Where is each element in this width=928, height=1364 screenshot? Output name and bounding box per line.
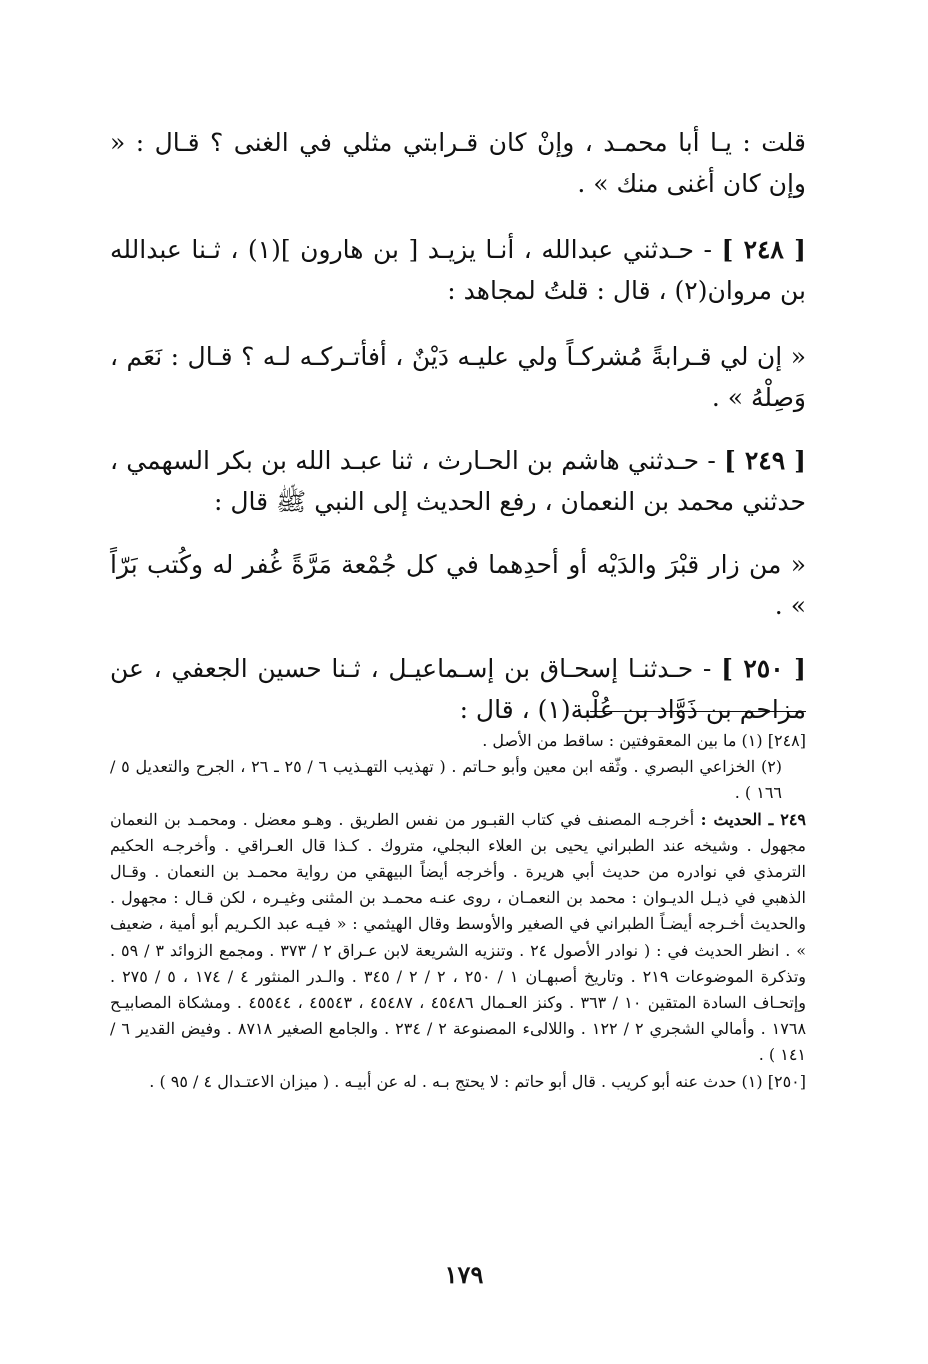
main-text: [110, 122, 806, 755]
paragraph-question: قلت : يـا أبا محمـد ، وإنْ كان قـرابتي مثلي في الغنى ؟ قـال : « وإن كان أغنى منك » .: [110, 128, 806, 198]
footnote: [٢٤٨] (١) ما بين المعقوفتين : ساقط من الأصل .: [482, 731, 806, 750]
footnotes: [110, 728, 806, 1095]
footnote-text: أخرجـه المصنف في كتاب القبـور من نفس الطريق . وهـو معضل . ومحمـد بن النعمان مجهول . وشيخه عند الطبراني يحيى بن العلاء البجلي، متروك . كـذا قال العـراقي . وأخرجـه الحكيم الترمذي في نوادره من حديث أبي هريرة . وأخرجه أيضاً البيهقي من رواية محمـد بن النعمان . وقـال الذهبي في ذيـل الديـوان : محمد بن النعمـان ، روى عنـه محمـد بن المثنى وغيـره ، لكن قـال : مجهول . والحديث أخـرجه أيضـاً الطبراني في الصغير والأوسط وقال الهيثمي : « فيـه عبد الكـريم أبو أمية ، ضعيف » . انظر الحديث في : ( نوادر الأصول ٢٤ . وتنزيه الشريعة لابن عـراق ٢ / ٣٧٣ . ومجمع الزوائد ٣ / ٥٩ . وتذكرة الموضوعات ٢١٩ . وتاريخ أصبهـان ١ / ٢٥٠ ، ٢ / ٢ / ٣٤٥ . والـدر المنثور ٤ / ١٧٤ ، ٥ / ٢٧٥ . وإتحـاف السادة المتقين ١٠ / ٣٦٣ . وكنز العـمال ٤٥٤٨٦ ، ٤٥٤٨٧ ، ٤٥٥٤٣ ، ٤٥٥٤٤ . ومشكاة المصابيـح ١٧٦٨ . وأمالي الشجري ٢ / ١٢٢ . واللالىء المصنوعة ٢ / ٢٣٤ . والجامع الصغير ٨٧١٨ . وفيض القدير ٦ / ١٤١ ) .: [110, 809, 807, 1065]
hadith-number: [ ٢٥٠ ]: [721, 654, 806, 683]
hadith-chain: - حـدثني هاشم بن الحـارث ، ثنا عبـد الله بن بكر السهمي ، حدثني محمد بن النعمان ، رفع الحديث إلى النبي ﷺ قال :: [110, 446, 806, 516]
hadith-249: [110, 440, 806, 522]
footnote-divider: [590, 711, 806, 712]
footnote: (٢) الخزاعي البصري . وثّقه ابن معين وأبو حـاتم . ( تهذيب التهـذيب ٦ / ٢٥ ـ ٢٦ ، الجرح والتعديل ٥ / ١٦٦ ) .: [110, 757, 783, 803]
hadith-chain: - حـدثني عبدالله ، أنـا يزيـد [ بن هارون ](١) ، ثـنا عبدالله بن مروان(٢) ، قال : قلتُ لمجاهد :: [110, 235, 806, 305]
hadith-number: [ ٢٤٨ ]: [721, 235, 806, 264]
hadith-249-text: « من زار قبْرَ والدَيْه أو أحدِهما في كل جُمْعة مَرَّةً غُفر له وكُتب بَرّاً » .: [110, 550, 806, 620]
hadith-chain: - حـدثنـا إسحـاق بن إسـماعيـل ، ثـنا حسين الجعفي ، عن مزاحم بن ذَوَّاد بن عُلْبة(١) ، قال :: [110, 654, 806, 724]
footnote: [٢٥٠] (١) حدث عنه أبو كريب . قال أبو حاتم : لا يحتج بـه . له عن أبيـه . ( ميزان الاعتـدال ٤ / ٩٥ ) .: [149, 1071, 806, 1091]
hadith-248-text: « إن لي قـرابةً مُشركـاً ولي عليـه دَيْنٌ ، أفأتـركـه لـه ؟ قـال : نَعَم ، وَصِلْهُ » .: [110, 342, 806, 412]
footnote: [110, 807, 806, 1069]
hadith-248: [110, 229, 806, 311]
page-number: ١٧٩: [444, 1260, 484, 1289]
footnote-label: ٢٤٩ ـ الحديث :: [700, 809, 807, 829]
hadith-250: [110, 648, 806, 730]
hadith-number: [ ٢٤٩ ]: [724, 446, 806, 475]
